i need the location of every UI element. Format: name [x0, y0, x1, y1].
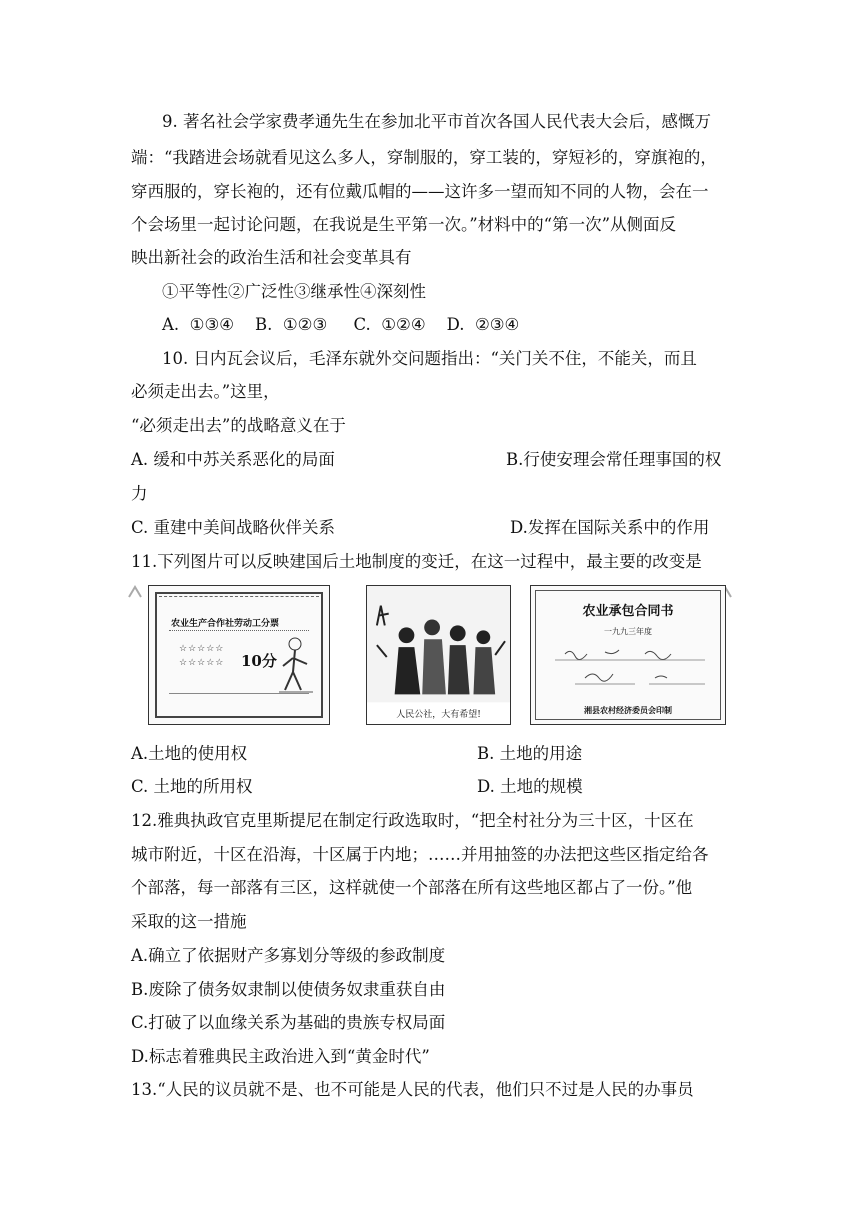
- q11-option-d: D. 土地的规模: [477, 777, 583, 796]
- q12-option-b: B.废除了债务奴隶制以使债务奴隶重获自由: [131, 980, 446, 999]
- agricultural-contract-image: [530, 585, 726, 725]
- contract-footer: 湘县农村经济委员会印制: [584, 705, 672, 715]
- q12-stem-line-3: 个部落，每一部落有三区，这样就使一个部落在所有这些地区都占了一份。”他: [131, 878, 693, 897]
- q9-stem-line-2: 端：“我踏进会场就看见这么多人，穿制服的，穿工装的，穿短衫的，穿旗袍的，: [131, 148, 717, 167]
- corner-decoration-icon: [128, 585, 142, 599]
- q10-stem-line-1: 10. 日内瓦会议后，毛泽东就外交问题指出：“关门关不住，不能关，而且: [162, 349, 697, 368]
- q12-option-a: A.确立了依据财产多寡划分等级的参政制度: [131, 946, 446, 965]
- q10-stem-line-3: “必须走出去”的战略意义在于: [131, 416, 346, 435]
- contract-year: 一九九三年度: [604, 627, 652, 636]
- q10-option-b-continued: 力: [131, 484, 148, 503]
- q11-option-b: B. 土地的用途: [477, 744, 583, 763]
- q11-stem: 11.下列图片可以反映建国后土地制度的变迁，在这一过程中，最主要的改变是: [131, 552, 702, 571]
- q12-stem-line-2: 城市附近，十区在沿海，十区属于内地；……并用抽签的办法把这些区指定给各: [131, 845, 709, 864]
- q10-option-c: C. 重建中美间战略伙伴关系: [131, 518, 336, 537]
- contract-title: 农业承包合同书: [582, 604, 674, 619]
- q12-stem-line-4: 采取的这一措施: [131, 912, 247, 931]
- ticket-stars: ☆☆☆☆☆: [179, 644, 225, 654]
- q10-stem-line-2: 必须走出去。”这里，: [131, 382, 280, 401]
- contract-handwriting-icon: [545, 642, 715, 690]
- q10-option-d: D.发挥在国际关系中的作用: [510, 518, 710, 537]
- q9-stem-line-3: 穿西服的，穿长袍的，还有位戴瓜帽的——这许多一望而知不同的人物，会在一: [131, 182, 709, 201]
- q10-option-b: B.行使安理会常任理事国的权: [506, 450, 722, 469]
- q12-stem-line-1: 12.雅典执政官克里斯提尼在制定行政选取时，“把全村社分为三十区，十区在: [131, 811, 694, 830]
- ticket-title: 农业生产合作社劳动工分票: [171, 619, 280, 629]
- poster-caption: 人民公社，大有希望!: [396, 710, 481, 720]
- ticket-stars: ☆☆☆☆☆: [179, 658, 225, 668]
- work-point-ticket-image: [148, 585, 330, 725]
- q9-stem-line-4: 个会场里一起讨论问题，在我说是生平第一次。”材料中的“第一次”从侧面反: [131, 215, 677, 234]
- q12-option-c: C.打破了以血缘关系为基础的贵族专权局面: [131, 1013, 446, 1032]
- ticket-value: 10分: [241, 652, 277, 670]
- people-commune-poster-image: [366, 585, 511, 725]
- q9-stem-line-5: 映出新社会的政治生活和社会变革具有: [131, 248, 412, 267]
- q9-items: ①平等性②广泛性③继承性④深刻性: [162, 282, 426, 301]
- q11-option-c: C. 土地的所用权: [131, 777, 253, 796]
- farmer-figure-icon: [277, 634, 315, 694]
- q13-stem: 13.“人民的议员就不是、也不可能是人民的代表，他们只不过是人民的办事员: [131, 1080, 694, 1099]
- poster-figures-icon: [367, 586, 510, 724]
- q9-options: A. ①③④ B. ①②③ C. ①②④ D. ②③④: [162, 315, 520, 334]
- q10-option-a: A. 缓和中苏关系恶化的局面: [131, 450, 335, 469]
- q12-option-d: D.标志着雅典民主政治进入到“黄金时代”: [131, 1047, 430, 1066]
- q9-stem-line-1: 9. 著名社会学家费孝通先生在参加北平市首次各国人民代表大会后，感慨万: [162, 112, 711, 131]
- q11-option-a: A.土地的使用权: [131, 744, 248, 763]
